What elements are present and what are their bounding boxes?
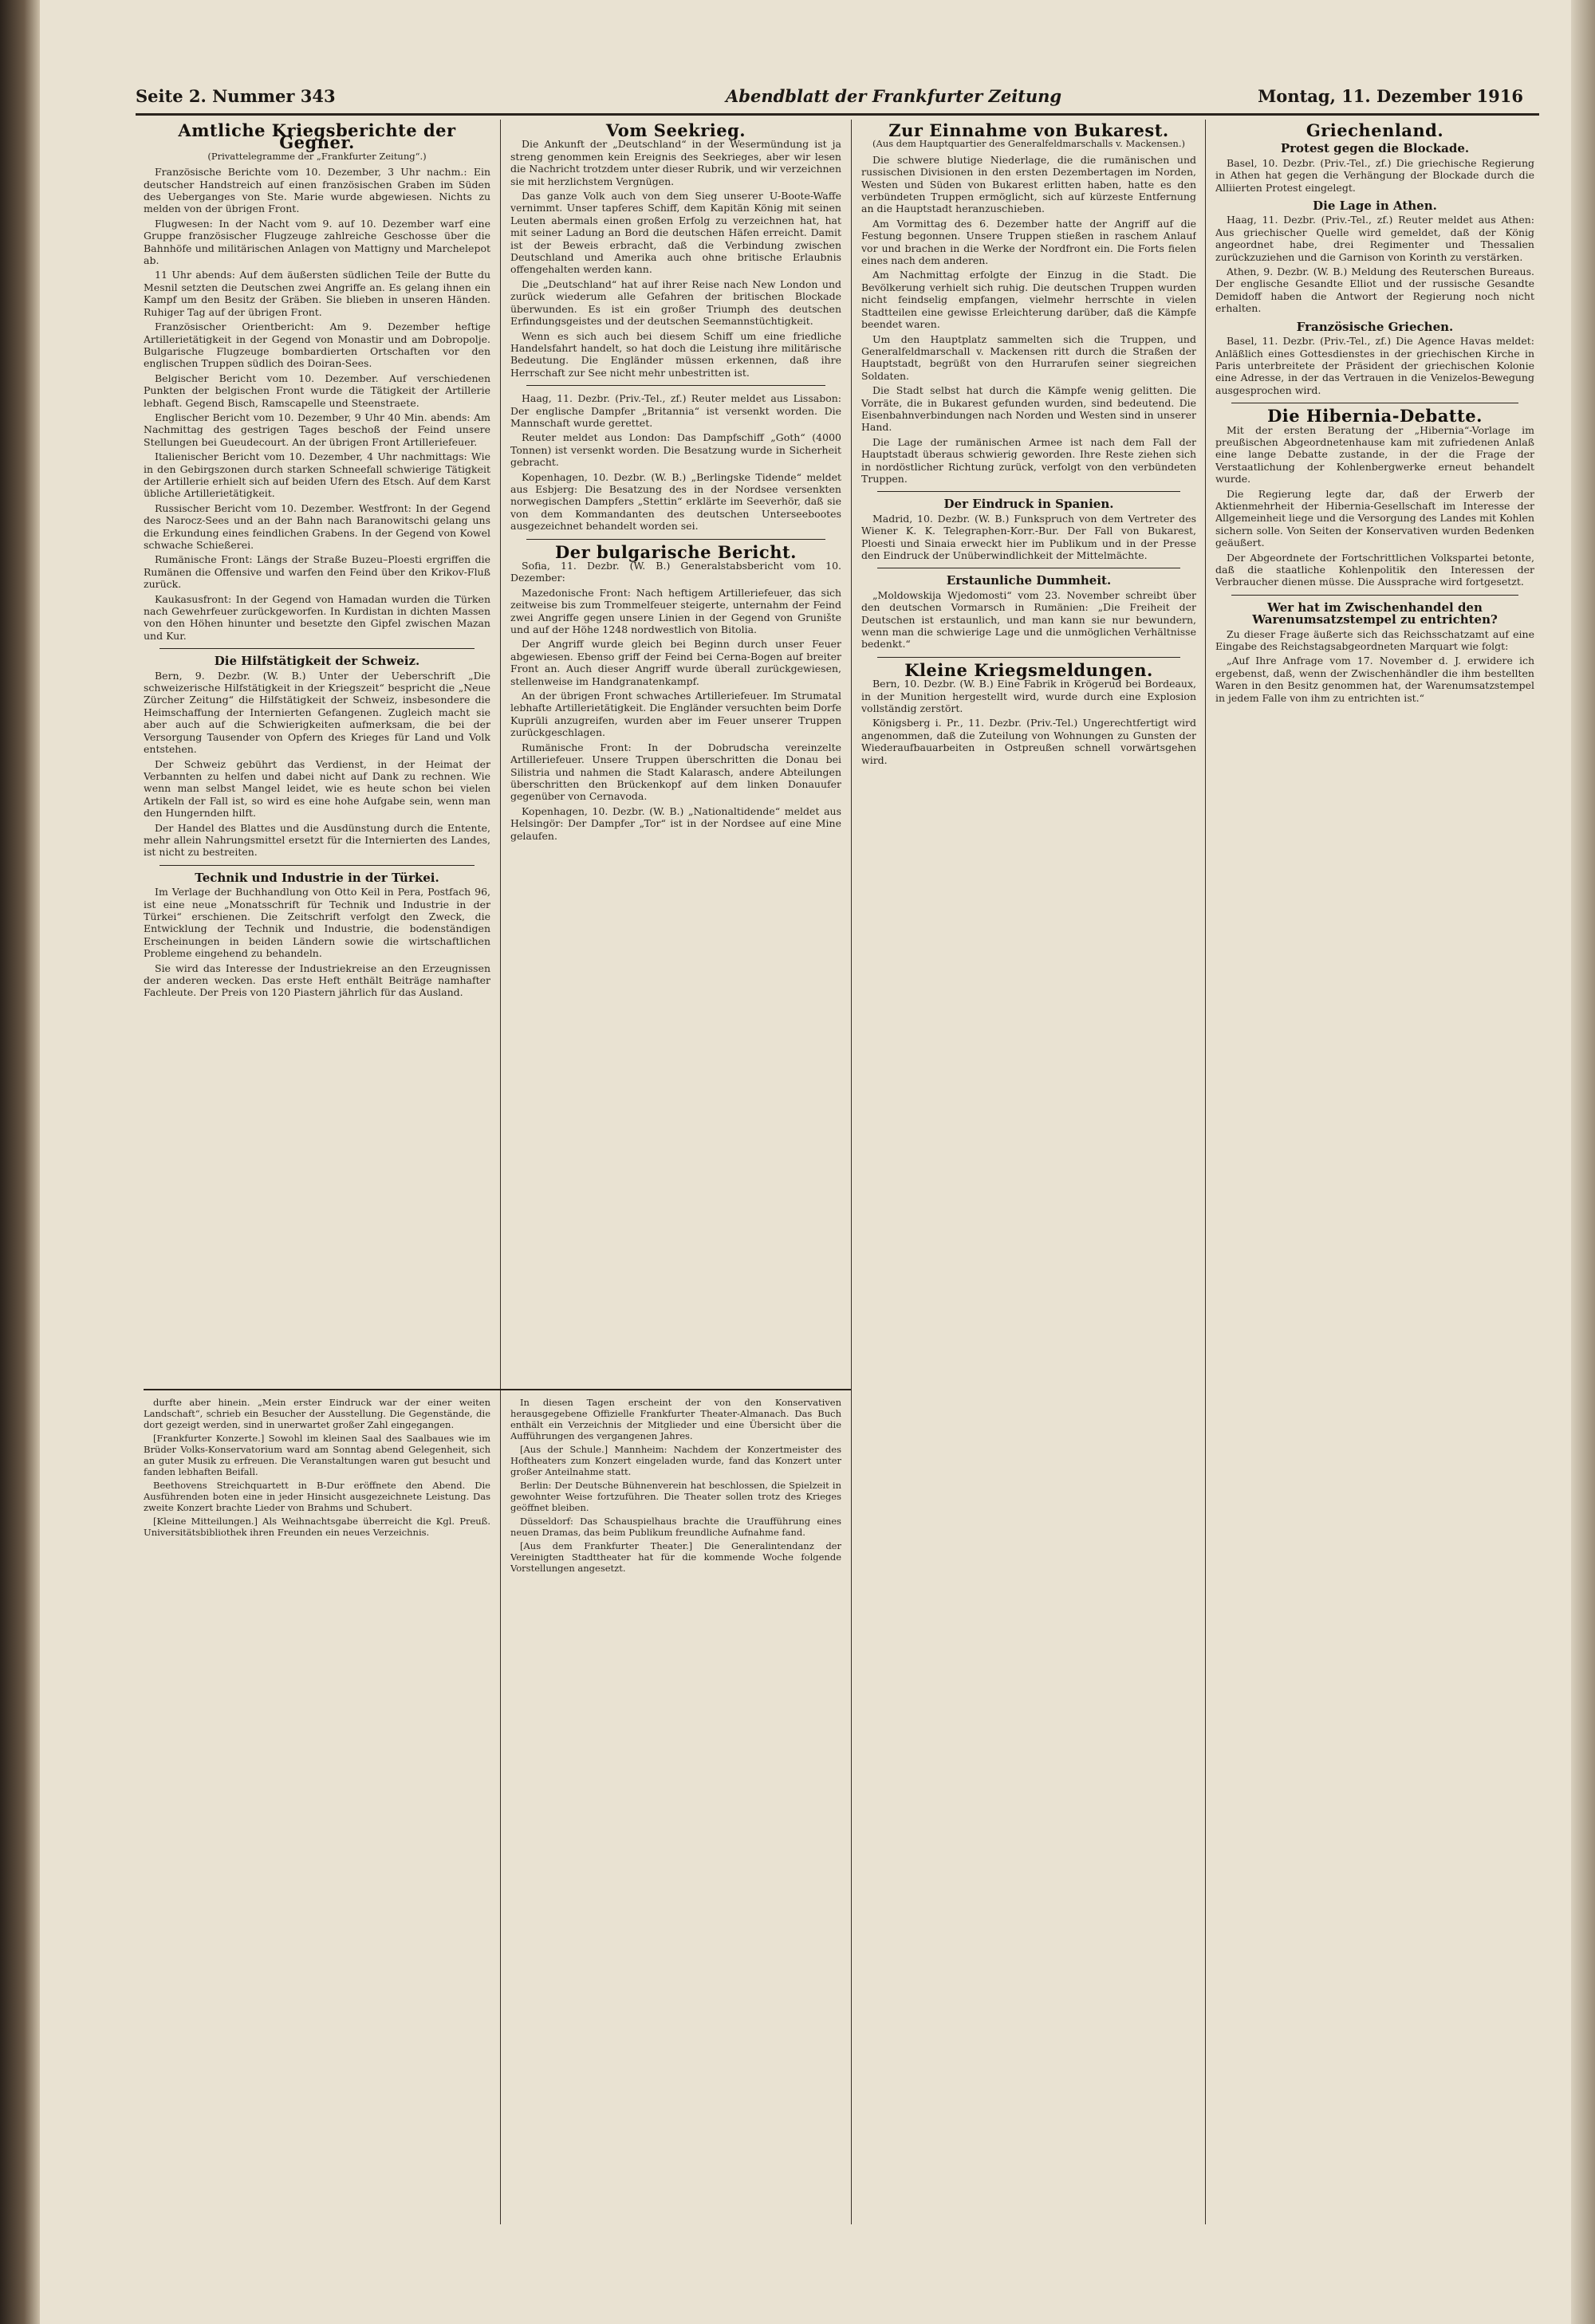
paragraph: [Frankfurter Konzerte.] Sowohl im kleinen Saal des Saalbaues wie im Brüder Volks-Konservatorium ward am Sonntag abend Gelegenheit, sich an guter Musik zu erfreuen. Die Veranstaltungen waren gut besucht und fanden lebhaften Beifall.	[144, 1433, 490, 1477]
paragraph: Beethovens Streichquartett in B-Dur eröffnete den Abend. Die Ausführenden boten eine in jeder Hinsicht ausgezeichnete Leistung. Das zweite Konzert brachte Lieder von Brahms und Schubert.	[144, 1480, 490, 1513]
paragraph: Die „Deutschland“ hat auf ihrer Reise nach New London und zurück wiederum alle Gefahren der britischen Blockade überwunden. Es ist ein großer Triumph des deutschen Erfindungsgeistes und der deutschen Seemannstüchtigkeit.	[510, 277, 841, 328]
paragraph: An der übrigen Front schwaches Artilleriefeuer. Im Strumatal lebhafte Artillerietätigkeit. Die Engländer versuchten beim Dorfe Kuprüli anzugreifen, wurden aber im Feuer unserer Truppen zurückgeschlagen.	[510, 690, 841, 739]
header-rule	[136, 113, 1539, 116]
paragraph: Das ganze Volk auch von dem Sieg unserer U-Boote-Waffe vernimmt. Unser tapferes Schiff, dem Kapitän König mit seinen Leuten abermals einen großen Erfolg zu verzeichnen hat, hat mit seiner Ladung an Bord die deutschen Häfen erreicht. Damit ist der Beweis erbracht, daß die Verbindung zwischen Deutschland und Amerika auch ohne britische Erlaubnis offengehalten werden kann.	[510, 190, 841, 276]
paragraph: Der Abgeordnete der Fortschrittlichen Volkspartei betonte, daß die staatliche Kohlenpolitik den Interessen der Verbraucher dienen müsse. Die Aussprache wird fortgesetzt.	[1215, 551, 1534, 588]
page-edge	[1571, 0, 1595, 2324]
article-headline: Technik und Industrie in der Türkei.	[195, 870, 439, 885]
paragraph: durfte aber hinein. „Mein erster Eindruck war der einer weiten Landschaft“, schrieb ein Besucher der Ausstellung. Die Gegenstände, die dort gezeigt werden, sind in unerwartet großer Zahl eingegangen.	[144, 1397, 490, 1430]
paragraph: Um den Hauptplatz sammelten sich die Truppen, und Generalfeldmarschall v. Mackensen ritt durch die Straßen der Hauptstadt, begrüßt von den Hurrarufen seiner siegreichen Soldaten.	[861, 332, 1196, 382]
paragraph: Berlin: Der Deutsche Bühnenverein hat beschlossen, die Spielzeit in gewohnter Weise fortzuführen. Die Theater sollen trotz des Krieges geöffnet bleiben.	[510, 1480, 841, 1513]
paragraph: Haag, 11. Dezbr. (Priv.-Tel., zf.) Reuter meldet aus Lissabon: Der englische Dampfer „Britannia“ ist versenkt worden. Die Mannschaft wurde gerettet.	[510, 392, 841, 429]
feuilleton-right	[510, 1397, 841, 2218]
paragraph: Düsseldorf: Das Schauspielhaus brachte die Uraufführung eines neuen Dramas, das beim Publikum freundliche Aufnahme fand.	[510, 1516, 841, 1538]
paragraph: Französischer Orientbericht: Am 9. Dezember heftige Artillerietätigkeit in der Gegend von Monastir und am Dobropolje. Bulgarische Flugzeuge bombardierten Ortschaften vor den englischen Truppen südlich des Doiran-Sees.	[144, 320, 490, 370]
paragraph: Kaukasusfront: In der Gegend von Hamadan wurden die Türken nach Gewehrfeuer zurückgeworfen. In Kurdistan in dichten Massen von den Höhen hinunter und besetzte den Gipfel zwischen Mazan und Kur.	[144, 592, 490, 642]
paragraph: In diesen Tagen erscheint der von den Konservativen herausgegebene Offizielle Frankfurter Theater-Almanach. Das Buch enthält ein Verzeichnis der Mitglieder und eine Übersicht über die Aufführungen des vergangenen Jahres.	[510, 1397, 841, 1441]
paragraph: Der Angriff wurde gleich bei Beginn durch unser Feuer abgewiesen. Ebenso griff der Feind bei Cerna-Bogen auf breiter Front an. Auch dieser Angriff wurde überall zurückgewiesen, stellenweise im Handgranatenkampf.	[510, 638, 841, 687]
paragraph: Die Regierung legte dar, daß der Erwerb der Aktienmehrheit der Hibernia-Gesellschaft im Interesse der Allgemeinheit liege und die Versorgung des Landes mit Kohlen sichern solle. Von Seiten der Konservativen wurden Bedenken geäußert.	[1215, 487, 1534, 549]
article-divider	[877, 657, 1180, 658]
paragraph: Sofia, 11. Dezbr. (W. B.) Generalstabsbericht vom 10. Dezember:	[510, 560, 841, 584]
article-divider	[160, 865, 475, 866]
article-divider	[1231, 595, 1518, 596]
column-rule	[500, 120, 501, 2224]
paragraph: Am Vormittag des 6. Dezember hatte der Angriff auf die Festung begonnen. Unsere Truppen stießen in raschem Anlauf vor und brachen in die Werke der Nordfront ein. Die Forts fielen eines nach dem anderen.	[861, 217, 1196, 267]
paragraph: Mit der ersten Beratung der „Hibernia“-Vorlage im preußischen Abgeordnetenhause kam mit zufriedenen Anlaß eine lange Debatte zustande, in der die Frage der Verstaatlichung der Kohlenbergwerke erneut behandelt wurde.	[1215, 423, 1534, 486]
paragraph: Am Nachmittag erfolgte der Einzug in die Stadt. Die Bevölkerung verhielt sich ruhig. Die deutschen Truppen wurden nicht feindselig empfangen, vielmehr herrschte in vielen Stadtteilen eine gewisse Erleichterung darüber, daß die Kämpfe beendet waren.	[861, 269, 1196, 331]
paragraph: Reuter meldet aus London: Das Dampfschiff „Goth“ (4000 Tonnen) ist versenkt worden. Die Besatzung wurde in Sicherheit gebracht.	[510, 431, 841, 469]
newspaper-title: Abendblatt der Frankfurter Zeitung	[726, 86, 1062, 106]
article-headline: Die Hibernia-Debatte.	[1267, 406, 1483, 427]
article-divider	[877, 491, 1180, 492]
paragraph: Bern, 9. Dezbr. (W. B.) Unter der Ueberschrift „Die schweizerische Hilfstätigkeit in der Kriegszeit“ bespricht die „Neue Zürcher Zeitung“ die Hilfstätigkeit der Schweiz, insbesondere die Heimschaffung der Internierten Gefangenen. Zugleich macht sie aber auch auf die Schwierigkeiten aufmerksam, die bei der Versorgung Tausender von Opfern des Krieges für Land und Volk entstehen.	[144, 669, 490, 756]
article-headline: Kleine Kriegsmeldungen.	[904, 659, 1153, 680]
article-subtitle: (Aus dem Hauptquartier des Generalfeldmarschalls v. Mackensen.)	[872, 138, 1185, 150]
paragraph: Belgischer Bericht vom 10. Dezember. Auf verschiedenen Punkten der belgischen Front wurde die Tätigkeit der Artillerie lebhaft. Gegend Bisch, Ramscapelle und Steenstraete.	[144, 372, 490, 409]
paragraph: Athen, 9. Dezbr. (W. B.) Meldung des Reuterschen Bureaus. Der englische Gesandte Elliot und der russische Gesandte Demidoff haben die Antwort der Regierung noch nicht erhalten.	[1215, 265, 1534, 315]
article-headline: Amtliche Kriegsberichte der Gegner.	[178, 121, 456, 153]
paragraph: Kopenhagen, 10. Dezbr. (W. B.) „Nationaltidende“ meldet aus Helsingör: Der Dampfer „Tor“ ist in der Nordsee auf eine Mine gelaufen.	[510, 804, 841, 842]
article-subheadline: Die Lage in Athen.	[1313, 199, 1437, 214]
paragraph: Die schwere blutige Niederlage, die die rumänischen und russischen Divisionen in den ersten Dezembertagen im Norden, Westen und Süden von Bukarest erlitten haben, hatte es den verbündeten Truppen ermöglicht, sich auf kürzeste Entfernung an die Hauptstadt heranzuschieben.	[861, 153, 1196, 215]
column-official-reports	[144, 121, 490, 1381]
article-headline: Griechenland.	[1306, 121, 1444, 140]
paragraph: Haag, 11. Dezbr. (Priv.-Tel., zf.) Reuter meldet aus Athen: Aus griechischer Quelle wird gemeldet, daß der König angeordnet habe, drei Regimenter und Thessalien zurückzuziehen und die Garnison von Korinth zu verstärken.	[1215, 214, 1534, 263]
paragraph: Flugwesen: In der Nacht vom 9. auf 10. Dezember warf eine Gruppe französischer Flugzeuge zahlreiche Geschosse über die Bahnhöfe und militärischen Anlagen von Mattigny und Marchelepot ab.	[144, 217, 490, 267]
book-binding-edge	[0, 0, 40, 2324]
paragraph: Der Handel des Blattes und die Ausdünstung durch die Entente, mehr allein Nahrungsmittel ersetzt für die Internierten des Landes, ist nicht zu bestreiten.	[144, 821, 490, 859]
issue-date: Montag, 11. Dezember 1916	[1258, 86, 1523, 106]
column-greece	[1215, 121, 1534, 2194]
article-divider	[526, 539, 825, 540]
paragraph: Französische Berichte vom 10. Dezember, 3 Uhr nachm.: Ein deutscher Handstreich auf einen französischen Graben im Süden des Ueberganges von Ste. Marie wurde abgewiesen. Nichts zu melden von der übrigen Front.	[144, 166, 490, 215]
feuilleton-divider	[144, 1389, 851, 1390]
paragraph: Königsberg i. Pr., 11. Dezbr. (Priv.-Tel.) Ungerechtfertigt wird angenommen, daß die Zuteilung von Wohnungen zu Gunsten der Wiederaufbauarbeiten in Ostpreußen schnell vorwärtsgehen wird.	[861, 717, 1196, 766]
paragraph: Rumänische Front: In der Dobrudscha vereinzelte Artilleriefeuer. Unsere Truppen überschritten die Donau bei Silistria und nahmen die Stadt Kalarasch, andere Abteilungen überschritten den Brückenkopf auf dem linken Donauufer gegenüber von Cernavoda.	[510, 741, 841, 803]
paragraph: Zu dieser Frage äußerte sich das Reichsschatzamt auf eine Eingabe des Reichstagsabgeordneten Marquart wie folgt:	[1215, 627, 1534, 653]
article-subheadline: Protest gegen die Blockade.	[1280, 141, 1470, 156]
paragraph: Russischer Bericht vom 10. Dezember. Westfront: In der Gegend des Narocz-Sees und an der Bahn nach Baranowitschi gelang uns die Erkundung eines feindlichen Grabens. In der Gegend von Kowel schwache Schießerei.	[144, 501, 490, 551]
paragraph: Basel, 10. Dezbr. (Priv.-Tel., zf.) Die griechische Regierung in Athen hat gegen die Verhängung der Blockade durch die Alliierten Protest eingelegt.	[1215, 156, 1534, 194]
paragraph: Die Ankunft der „Deutschland“ in der Wesermündung ist ja streng genommen kein Ereignis des Seekrieges, aber wir lesen die Nachricht trotzdem unter dieser Rubrik, und wir verzeichnen sie mit herzlichstem Vergnügen.	[510, 138, 841, 187]
paragraph: Madrid, 10. Dezbr. (W. B.) Funkspruch von dem Vertreter des Wiener K. K. Telegraphen-Korr.-Bur. Der Fall von Bukarest, Ploesti und Sinaia erweckt hier im Publikum und in der Presse den Eindruck der Unüberwindlichkeit der Mittelmächte.	[861, 512, 1196, 561]
article-subtitle: (Privattelegramme der „Frankfurter Zeitung“.)	[207, 150, 427, 162]
article-headline: Zur Einnahme von Bukarest.	[888, 121, 1169, 140]
paragraph: Die Stadt selbst hat durch die Kämpfe wenig gelitten. Die Vorräte, die in Bukarest gefunden wurden, sind bedeutend. Die Eisenbahnverbindungen nach Norden und Westen sind in unserer Hand.	[861, 384, 1196, 434]
article-headline: Die Hilfstätigkeit der Schweiz.	[214, 654, 420, 669]
paragraph: Mazedonische Front: Nach heftigem Artilleriefeuer, das sich zeitweise bis zum Trommelfeuer steigerte, unternahm der Feind zwei Angriffe gegen unsere Linien in der Gegend von Grunište und auf der Höhe 1248 nordwestlich von Bitolia.	[510, 586, 841, 636]
article-headline: Erstaunliche Dummheit.	[946, 573, 1112, 588]
article-divider	[160, 648, 475, 649]
article-headline: Wer hat im Zwischenhandel den Warenumsatzstempel zu entrichten?	[1252, 600, 1498, 627]
article-headline: Der Eindruck in Spanien.	[943, 497, 1114, 512]
paragraph: [Kleine Mitteilungen.] Als Weihnachtsgabe überreicht die Kgl. Preuß. Universitätsbibliothek ihren Freunden ein neues Verzeichnis.	[144, 1516, 490, 1538]
paragraph: Der Schweiz gebührt das Verdienst, in der Heimat der Verbannten zu helfen und dabei nicht auf Dank zu rechnen. Wie wenn man selbst Mangel leidet, wie es heute schon bei vielen Artikeln der Fall ist, so wird es eine hohe Aufgabe sein, wenn man den Hungernden hilft.	[144, 757, 490, 820]
paragraph: Italienischer Bericht vom 10. Dezember, 4 Uhr nachmittags: Wie in den Gebirgszonen durch starken Schneefall schwierige Tätigkeit der Artillerie erhielt sich auf beiden Ufern des Etsch. Auf dem Karst übliche Artillerietätigkeit.	[144, 450, 490, 500]
paragraph: Die Lage der rumänischen Armee ist nach dem Fall der Hauptstadt überaus schwierig geworden. Ihre Reste ziehen sich in nordöstlicher Richtung zurück, verfolgt von den verbündeten Truppen.	[861, 435, 1196, 485]
page-header	[136, 83, 1539, 113]
paragraph: Bern, 10. Dezbr. (W. B.) Eine Fabrik in Krögerud bei Bordeaux, in der Munition hergestellt wird, wurde durch eine Explosion vollständig zerstört.	[861, 678, 1196, 715]
paragraph: „Moldowskija Wjedomosti“ vom 23. November schreibt über den deutschen Vormarsch in Rumänien: „Die Freiheit der Deutschen ist erstaunlich, und man kann sie nur bewundern, wenn man die schwierige Lage und die unmöglichen Verhältnisse bedenkt.“	[861, 588, 1196, 651]
column-rule	[851, 120, 852, 2224]
column-bucharest	[861, 121, 1196, 2194]
paragraph: Sie wird das Interesse der Industriekreise an den Erzeugnissen der anderen wecken. Das erste Heft enthält Beiträge namhafter Fachleute. Der Preis von 120 Piastern jährlich für das Ausland.	[144, 961, 490, 999]
feuilleton-left	[144, 1397, 490, 2218]
column-rule	[1205, 120, 1206, 2224]
article-headline: Der bulgarische Bericht.	[555, 541, 797, 562]
article-divider	[526, 385, 825, 386]
article-subheadline: Französische Griechen.	[1296, 319, 1454, 334]
paragraph: Im Verlage der Buchhandlung von Otto Keil in Pera, Postfach 96, ist eine neue „Monatsschrift für Technik und Industrie in der Türkei“ erschienen. Die Zeitschrift verfolgt den Zweck, die Entwicklung der Technik und Industrie, die bodenständigen Erscheinungen in beiden Ländern sowie die wirtschaftlichen Probleme eingehend zu behandeln.	[144, 886, 490, 960]
paragraph: Basel, 11. Dezbr. (Priv.-Tel., zf.) Die Agence Havas meldet: Anläßlich eines Gottesdienstes in der griechischen Kirche in Paris unterbreitete der Präsident der griechischen Kolonie eine Adresse, in der das Vertrauen in die Venizelos-Bewegung ausgesprochen wird.	[1215, 335, 1534, 396]
column-naval-war	[510, 121, 841, 1381]
paragraph: Kopenhagen, 10. Dezbr. (W. B.) „Berlingske Tidende“ meldet aus Esbjerg: Die Besatzung des in der Nordsee versenkten norwegischen Dampfers „Stettin“ erklärte im Seeverhör, daß sie von dem Kommandanten des deutschen Unterseebootes ausgezeichnet behandelt worden sei.	[510, 470, 841, 533]
paragraph: Rumänische Front: Längs der Straße Buzeu–Ploesti ergriffen die Rumänen die Offensive und warfen den Feind über den Krikov-Fluß zurück.	[144, 553, 490, 591]
paragraph: [Aus dem Frankfurter Theater.] Die Generalintendanz der Vereinigten Stadttheater hat für die kommende Woche folgende Vorstellungen angesetzt.	[510, 1540, 841, 1574]
paragraph: 11 Uhr abends: Auf dem äußersten südlichen Teile der Butte du Mesnil setzten die Deutschen zwei Angriffe an. Es gelang ihnen ein Kampf um den Besitz der Gräben. Sie blieben in unseren Händen. Ruhiger Tag auf der übrigen Front.	[144, 269, 490, 318]
page-number: Seite 2. Nummer 343	[136, 86, 336, 106]
paragraph: [Aus der Schule.] Mannheim: Nachdem der Konzertmeister des Hoftheaters zum Konzert eingeladen wurde, fand das Konzert unter großer Anteilnahme statt.	[510, 1444, 841, 1477]
paragraph: Englischer Bericht vom 10. Dezember, 9 Uhr 40 Min. abends: Am Nachmittag des gestrigen Tages beschoß der Feind unsere Stellungen bei Gueudecourt. An der übrigen Front Artilleriefeuer.	[144, 411, 490, 448]
paragraph: Wenn es sich auch bei diesem Schiff um eine friedliche Handelsfahrt handelt, so hat doch die Leistung ihre militärische Bedeutung. Die Engländer müssen erkennen, daß ihre Herrschaft zur See nicht mehr unbestritten ist.	[510, 329, 841, 379]
article-headline: Vom Seekrieg.	[605, 121, 746, 140]
paragraph: „Auf Ihre Anfrage vom 17. November d. J. erwidere ich ergebenst, daß, wenn der Zwischenhändler die ihm bestellten Waren in den Besitz genommen hat, der Warenumsatzstempel in jedem Falle von ihm zu entrichten ist.“	[1215, 655, 1534, 704]
